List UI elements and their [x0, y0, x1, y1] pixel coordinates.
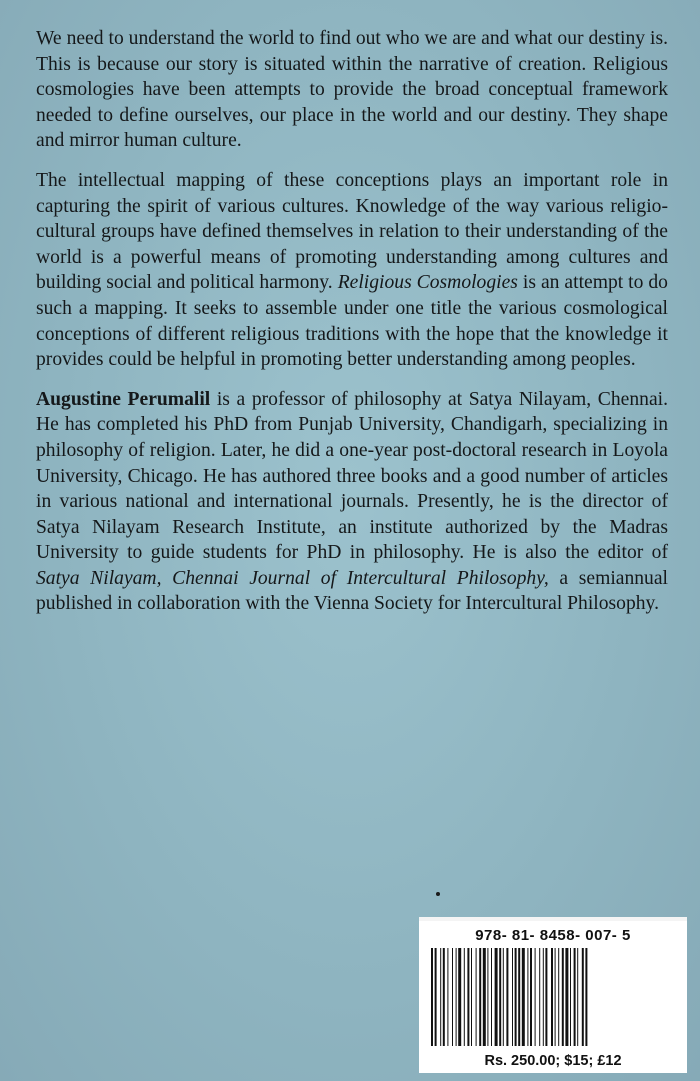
barcode-label	[419, 917, 687, 1073]
journal-title: Satya Nilayam, Chennai Journal of Intercultural Philosophy,	[36, 567, 549, 589]
barcode-bar	[585, 948, 587, 1046]
barcode-bar	[464, 948, 465, 1046]
barcode-bar	[565, 948, 568, 1046]
paragraph-author-bio	[36, 387, 668, 617]
barcode-bar	[530, 948, 532, 1046]
barcode-bar	[543, 948, 544, 1046]
barcode-bar	[551, 948, 553, 1046]
barcode-bar	[431, 948, 433, 1046]
barcode-bar	[558, 948, 559, 1046]
barcode-bar	[447, 948, 448, 1046]
barcode-bar	[522, 948, 525, 1046]
barcode-bar	[515, 948, 517, 1046]
barcode-bar	[499, 948, 501, 1046]
barcode-bar	[545, 948, 547, 1046]
author-name: Augustine Perumalil	[36, 388, 211, 410]
paragraph-description-text-1: The intellectual mapping of these conceptions plays an important role in capturing the spirit of various cultures. Knowledge of the way various religio-cultural groups have defined themselves in relation to their understanding of the world is a powerful means of promoting understanding among cultures and building social and political harmony.	[36, 169, 668, 294]
isbn-number: 978- 81- 8458- 007- 5	[475, 927, 631, 944]
barcode-bar	[518, 948, 520, 1046]
paragraph-book-description	[36, 168, 668, 373]
barcode-bar	[435, 948, 437, 1046]
barcode-bar	[562, 948, 564, 1046]
barcode-bar	[506, 948, 508, 1046]
barcode-bar	[495, 948, 498, 1046]
barcode-bar	[503, 948, 504, 1046]
blurb-text	[36, 26, 668, 631]
barcode-bar	[582, 948, 584, 1046]
author-bio-text-1: is a professor of philosophy at Satya Nilayam, Chennai. He has completed his PhD from Punjab University, Chandigarh, specializing in philosophy of religion. Later, he did a one-year post-doctoral research in Loyola University, Chicago. He has authored three books and a good number of articles in various national and international journals. Presently, he is the director of Satya Nilayam Research Institute, an institute authorized by the Madras University to guide students for PhD in philosophy. He is also the editor of	[36, 388, 668, 564]
barcode-bar	[440, 948, 441, 1046]
print-speck	[436, 892, 440, 896]
barcode-bar	[577, 948, 578, 1046]
barcode-bar	[512, 948, 513, 1046]
barcode-bar	[487, 948, 488, 1046]
paragraph-intro-text: We need to understand the world to find out who we are and what our destiny is. This is because our story is situated within the narrative of creation. Religious cosmologies have been attempts to provide the broad conceptual framework needed to define ourselves, our place in the world and our destiny. They shape and mirror human culture.	[36, 28, 668, 152]
barcode-bar	[527, 948, 528, 1046]
barcode-bar	[574, 948, 576, 1046]
barcode-bar	[456, 948, 457, 1046]
barcode-bar	[479, 948, 481, 1046]
price-label: Rs. 250.00; $15; £12	[484, 1053, 622, 1069]
barcode-bar	[535, 948, 536, 1046]
barcode-bar	[491, 948, 492, 1046]
barcode-bar	[570, 948, 571, 1046]
paragraph-description-text-2: is an attempt to do such a mapping. It seeks to assemble under one title the various cosmological conceptions of different religious traditions with the hope that the knowledge it provides could be helpful in promoting better understanding among peoples.	[36, 272, 668, 371]
author-bio-text-2: a semiannual published in collaboration with the Vienna Society for Intercultural Philosophy.	[36, 567, 668, 615]
barcode-bar	[471, 948, 472, 1046]
barcode-bar	[443, 948, 445, 1046]
barcode-bar	[452, 948, 453, 1046]
barcode-bar	[483, 948, 486, 1046]
barcode-bar	[539, 948, 540, 1046]
barcode-bar	[555, 948, 556, 1046]
barcode-bar	[467, 948, 469, 1046]
barcode-bar	[458, 948, 461, 1046]
paragraph-intro	[36, 26, 668, 154]
book-title: Religious Cosmologies	[337, 272, 518, 294]
barcode-bar	[476, 948, 477, 1046]
barcode-graphic	[431, 948, 675, 1046]
